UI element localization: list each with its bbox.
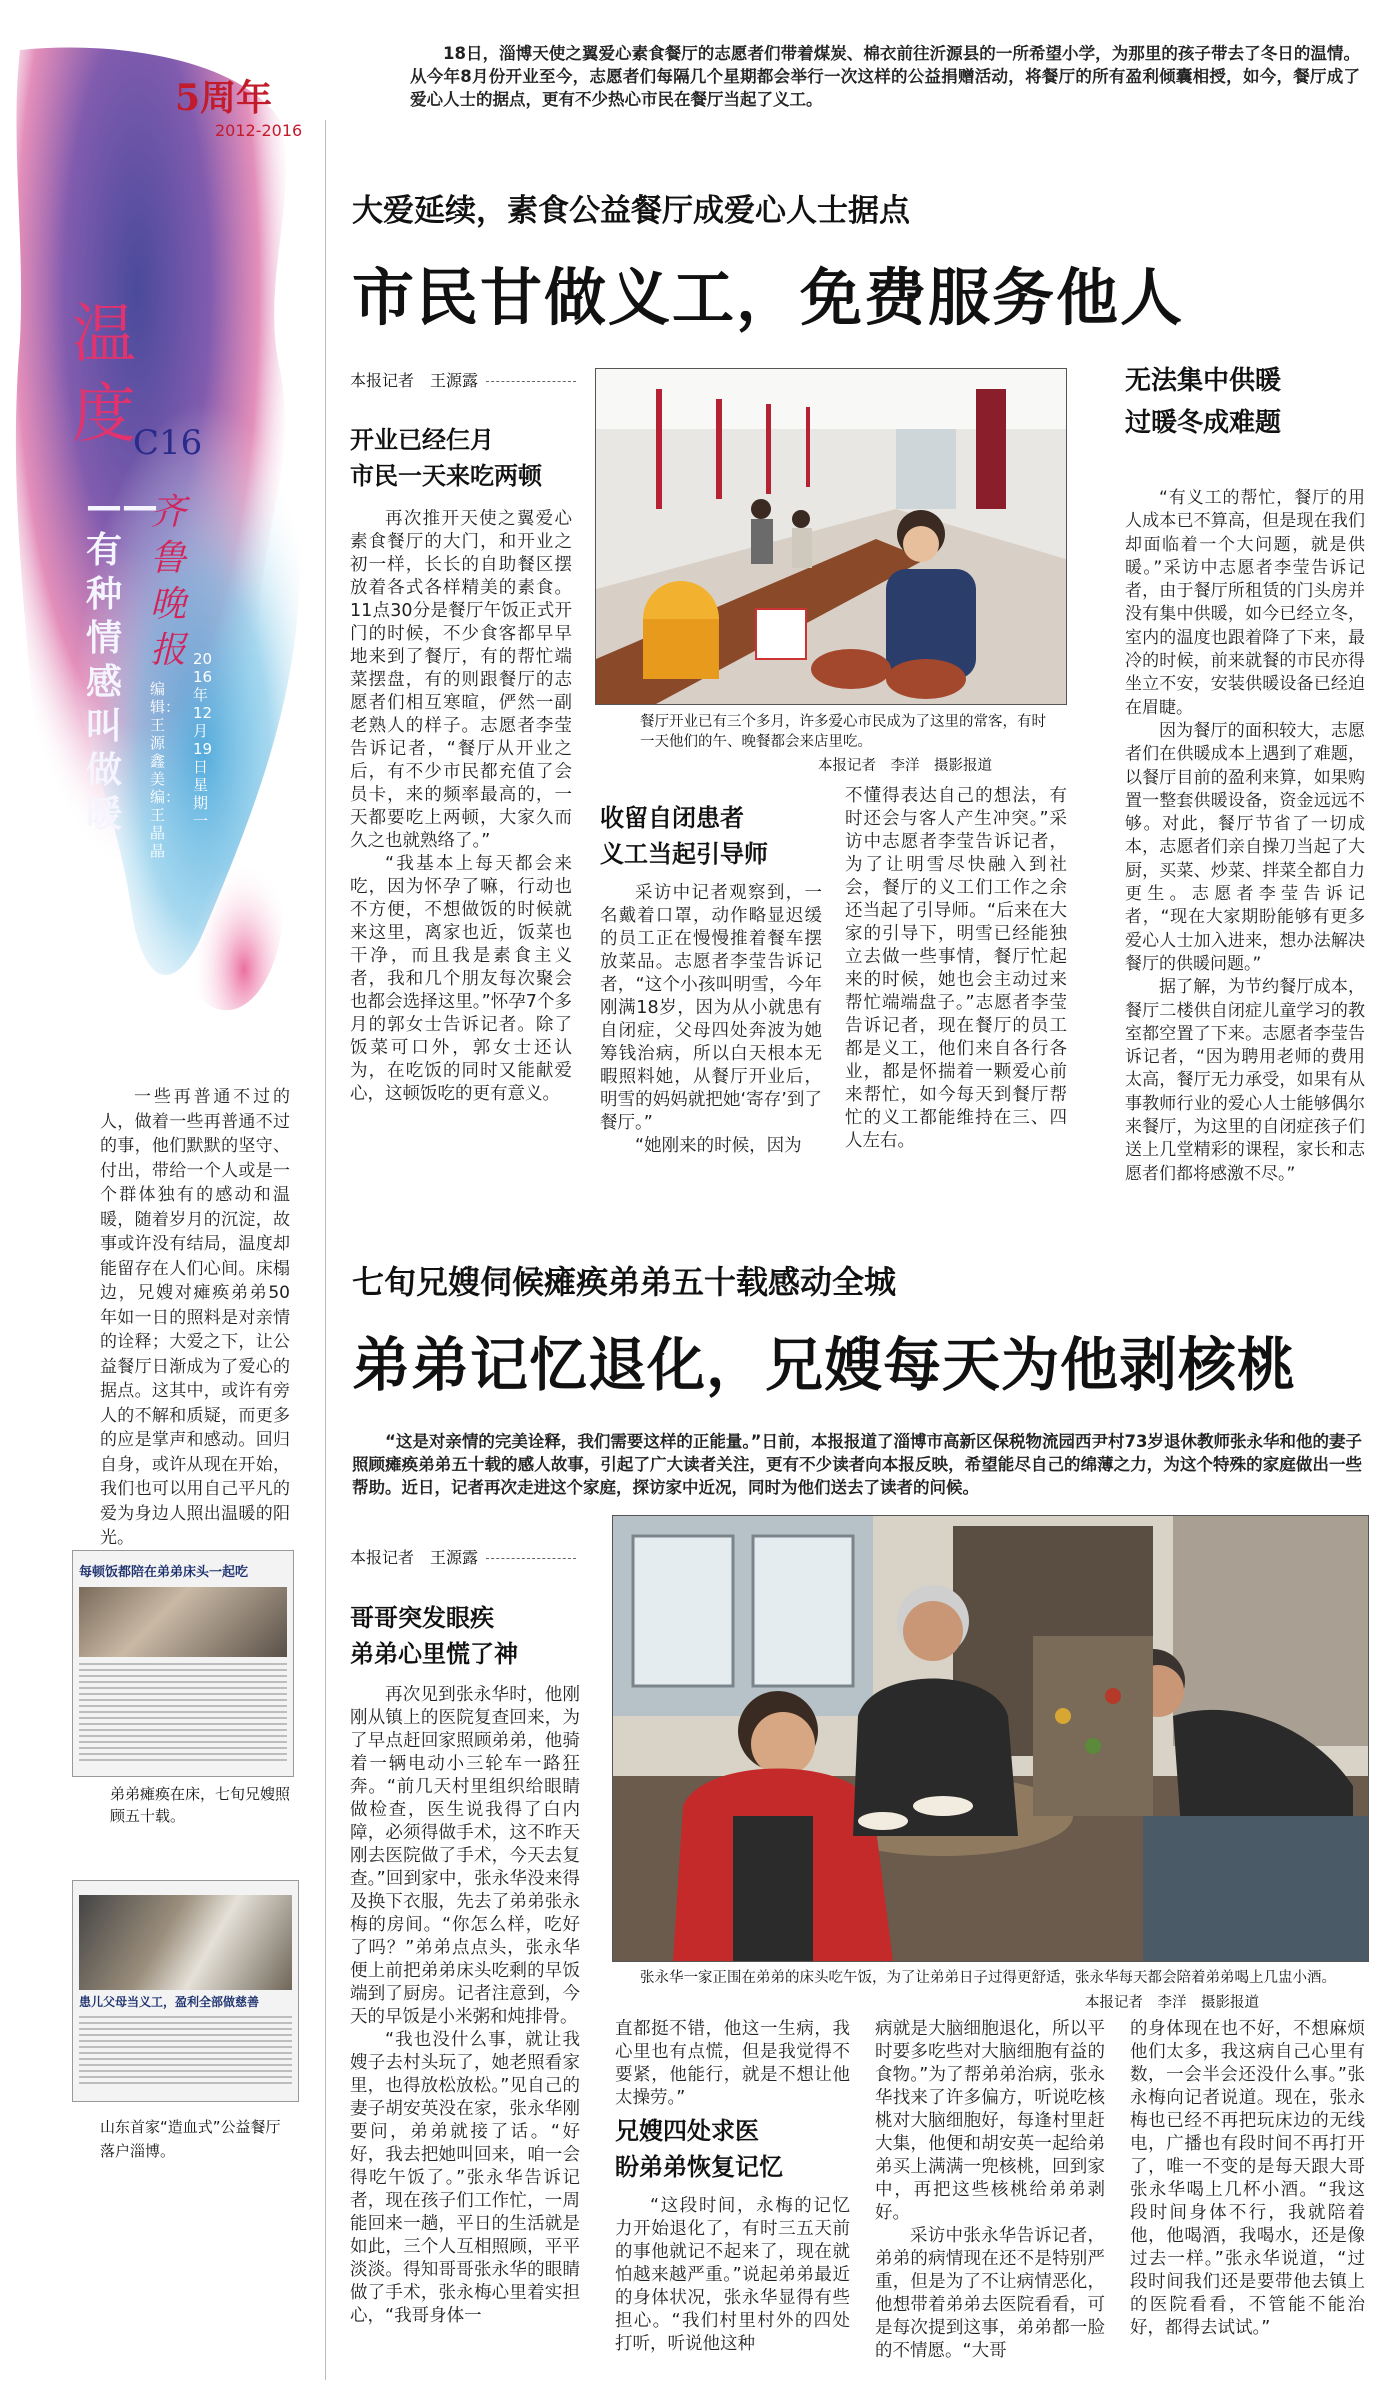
story2-col2-p2: “这段时间，永梅的记忆力开始退化了，有时三五天前的事他就记不起来了，现在就怕越来越严重。”说起弟弟最近的身体状况，张永华显得有些担心。“我们村里村外的四处打听，听说他这种 xyxy=(615,2196,850,2354)
story1-photo-credit: 本报记者 李洋 摄影报道 xyxy=(818,758,992,774)
thumb1-photo xyxy=(79,1587,287,1657)
story1-photo-caption: 餐厅开业已有三个多月，许多爱心市民成为了这里的常客，有时一天他们的午、晚餐都会来店里吃。 xyxy=(640,714,1046,750)
story2-lead-text: “这是对亲情的完美诠释，我们需要这样的正能量。”日前，本报报道了淄博市高新区保税物流园西尹村73岁退休教师张永华和他的妻子照顾瘫痪弟弟五十载的感人故事，引起了广大读者关注，更有不少读者向本报反映，希望能尽自己的绵薄之力，为这个特殊的家庭做出一些帮助。近日，记者再次走进这个家庭，探访家中近况，同时为他们送去了读者的问候。 xyxy=(352,1432,1362,1497)
thumb2-headline: 患儿父母当义工，盈利全部做慈善 xyxy=(79,1995,260,2009)
thumbnail-1[interactable] xyxy=(72,1550,294,1777)
story1-photo xyxy=(595,368,1067,705)
story1-col4-p3: 据了解，为节约餐厅成本，餐厅二楼供自闭症儿童学习的教室都空置了下来。志愿者李莹告诉记者，“因为聘用老师的费用太高，餐厅无力承受，如果有从事教师行业的爱心人士能够偶尔来餐厅，为这里的自闭症孩子们送上几堂精彩的课程，家长和志愿者们都将感激不尽。” xyxy=(1125,977,1365,1184)
story1-col1-p1: 再次推开天使之翼爱心素食餐厅的大门，和开业之初一样，长长的自助餐区摆放着各式各样精美的素食。11点30分是餐厅午饭正式开门的时候，不少食客都早早地来到了餐厅，有的帮忙端菜摆盘，有的则跟餐厅的志愿者们相互寒暄，俨然一副老熟人的样子。志愿者李莹告诉记者，“餐厅从开业之后，有不少市民都充值了会员卡，来的频率最高的，一天都要吃上两顿，大家久而久之也就熟络了。” xyxy=(350,509,572,851)
story1-col1-p2: “我基本上每天都会来吃，因为怀孕了嘛，行动也不方便，不想做饭的时候就来这里，离家也近，饭菜也干净，而且我是素食主义者，我和几个朋友每次聚会也都会选择这里。”怀孕7个多月的郭女士告诉记者。除了饭菜可口外，郭女士还认为，在吃饭的同时又能献爱心，这顿饭吃的更有意义。 xyxy=(350,854,572,1104)
story1-sub2-line2: 义工当起引导师 xyxy=(600,840,768,868)
page-code: C16 xyxy=(133,423,203,463)
story1-col2-p1: 采访中记者观察到，一名戴着口罩，动作略显迟缓的员工正在慢慢推着餐车摆放菜品。志愿者李莹告诉记者，“这个小孩叫明雪，今年刚满18岁，因为从小就患有自闭症，父母四处奔波为她筹钱治病，所以白天根本无暇照料她，从餐厅开业后，明雪的妈妈就把她‘寄存’到了餐厅。” xyxy=(600,883,822,1133)
thumb2-photo xyxy=(79,1895,292,1990)
column-divider xyxy=(325,120,326,2380)
story1-sub1-line1: 开业已经仨月 xyxy=(350,426,494,454)
story1-headline: 市民甘做义工，免费服务他人 xyxy=(352,261,1185,334)
story2-sub2 xyxy=(615,2113,850,2185)
section-char-1: 温 xyxy=(72,298,136,372)
date-line: 2016年12月19日 星期一 xyxy=(193,650,213,830)
story2-col3 xyxy=(875,2018,1105,2363)
restaurant-photo-illustration xyxy=(596,369,1066,704)
story1-sub1-line2: 市民一天来吃两顿 xyxy=(350,462,542,490)
story1-kicker: 大爱延续，素食公益餐厅成爱心人士据点 xyxy=(352,193,910,229)
story2-col2 xyxy=(615,2018,850,2110)
story2-col4 xyxy=(1130,2018,1365,2340)
story1-col2 xyxy=(600,882,822,1158)
intro-text: 一些再普通不过的人，做着一些再普通不过的事，他们默默的坚守、付出，带给一个人或是一个群体独有的感动和温暖，随着岁月的沉淀，故事或许没有结局，温度却能留存在人们心间。床榻边，兄嫂对瘫痪弟弟50年如一日的照料是对亲情的诠释；大爱之下，让公益餐厅日渐成为了爱心的据点。这其中，或许有旁人的不解和质疑，而更多的应是掌声和感动。回归自身，或许从现在开始，我们也可以用自己平凡的爱为身边人照出温暖的阳光。 xyxy=(100,1087,290,1548)
story2-photo-caption: 张永华一家正围在弟弟的床头吃午饭，为了让弟弟日子过得更舒适，张永华每天都会陪着弟弟喝上几盅小酒。 xyxy=(640,1970,1336,1986)
story2-col2-p1: 直都挺不错，他这一生病，我心里也有点慌，但是我觉得不要紧，他能行，就是不想让他太操劳。” xyxy=(615,2019,850,2108)
intro-column xyxy=(100,1085,290,1551)
story2-sub2-line2: 盼弟弟恢复记忆 xyxy=(615,2153,783,2181)
anniversary-title: 5周年 xyxy=(175,77,273,119)
story2-headline: 弟弟记忆退化，兄嫂每天为他剥核桃 xyxy=(352,1331,1297,1399)
story1-col4 xyxy=(1125,487,1365,1186)
story1-sub1 xyxy=(350,422,580,494)
anniversary-logo xyxy=(175,70,315,140)
thumb1-headline: 每顿饭都陪在弟弟床头一起吃 xyxy=(79,1565,249,1580)
story2-col2b xyxy=(615,2195,850,2356)
story2-sub1-line2: 弟弟心里慌了神 xyxy=(350,1640,518,1668)
story1-lead-text: 18日，淄博天使之翼爱心素食餐厅的志愿者们带着煤炭、棉衣前往沂源县的一所希望小学，为那里的孩子带去了冬日的温情。从今年8月份开业至今，志愿者们每隔几个星期都会举行一次这样的公益捐赠活动，将餐厅的所有盈利倾囊相授，如今，餐厅成了爱心人士的据点，更有不少热心市民在餐厅当起了义工。 xyxy=(410,44,1360,109)
story2-col1 xyxy=(350,1684,580,2328)
story2-byline: 本报记者 王源露 xyxy=(350,1545,576,1568)
section-char-2: 度 xyxy=(72,378,136,452)
story2-col4-p1: 的身体现在也不好，不想麻烦他们太多，我这病自己心里有数，一会半会还没什么事。”张永梅向记者说道。现在，张永梅也已经不再把玩床边的无线电，广播也有段时间不再打开了，唯一不变的是每天跟大哥张永华喝上几杯小酒。“我这段时间身体不行，我就陪着他，他喝酒，我喝水，还是像过去一样。”张永华说道，“过段时间我们还是要带他去镇上的医院看看，不管能不能治好，都得去试试。” xyxy=(1130,2019,1365,2338)
story1-sub3 xyxy=(1125,360,1355,444)
story1-col1 xyxy=(350,508,572,1106)
story1-lead xyxy=(410,42,1360,111)
story1-byline: 本报记者 王源露 xyxy=(350,368,576,391)
editor-line: 编辑：王源鑫 美编：王晶晶 xyxy=(150,680,181,860)
story1-sub3-line2: 过暖冬成难题 xyxy=(1125,408,1282,438)
story2-col3-p1: 病就是大脑细胞退化，所以平时要多吃些对大脑细胞有益的食物。”为了帮弟弟治病，张永华找来了许多偏方，听说吃核桃对大脑细胞好，每逢村里赶大集，他便和胡安英一起给弟弟买上满满一兜核桃，回到家中，再把这些核桃给弟弟剥好。 xyxy=(875,2019,1105,2223)
story1-col4-p1: “有义工的帮忙，餐厅的用人成本已不算高，但是现在我们却面临着一个大问题，就是供暖。”采访中志愿者李莹告诉记者，由于餐厅所租赁的门头房并没有集中供暖，如今已经立冬，室内的温度也跟着降了下来，最冷的时候，前来就餐的市民亦得坐立不安，安装供暖设备已经迫在眉睫。 xyxy=(1125,488,1365,718)
story1-sub2 xyxy=(600,800,830,872)
story2-col1-p2: “我也没什么事，就让我嫂子去村头玩了，她老照看家里，也得放松放松。”见自己的妻子胡安英没在家，张永华刚要问，弟弟就接了话。“好好，我去把她叫回来，咱一会得吃午饭了。”张永华告诉记者，现在孩子们工作忙，一周能回来一趟，平日的生活就是如此，三个人互相照顾，平平淡淡。得知哥哥张永华的眼睛做了手术，张永梅心里着实担心，“我哥身体一 xyxy=(350,2030,580,2326)
thumb2-text-lines xyxy=(79,2016,292,2086)
story2-kicker: 七旬兄嫂伺候瘫痪弟弟五十载感动全城 xyxy=(352,1263,897,1301)
story2-col1-p1: 再次见到张永华时，他刚刚从镇上的医院复查回来，为了早点赶回家照顾弟弟，他骑着一辆电动小三轮车一路狂奔。“前几天村里组织给眼睛做检查，医生说我得了白内障，必须得做手术，这不昨天刚去医院做了手术，今天去复查。”回到家中，张永华没来得及换下衣服，先去了弟弟张永梅的房间。“你怎么样，吃好了吗？”弟弟点点头，张永华便上前把弟弟床头吃剩的早饭端到了厨房。记者注意到，今天的早饭是小米粥和炖排骨。 xyxy=(350,1685,580,2027)
story1-sub3-line1: 无法集中供暖 xyxy=(1125,366,1282,396)
story2-photo xyxy=(612,1515,1369,1962)
thumb1-caption: 弟弟瘫痪在床，七旬兄嫂照顾五十载。 xyxy=(110,1785,291,1825)
story1-col2-p2: “她刚来的时候，因为 xyxy=(635,1136,802,1156)
story2-lead xyxy=(352,1430,1362,1499)
story1-col4-p2: 因为餐厅的面积较大，志愿者们在供暖成本上遇到了难题，以餐厅目前的盈利来算，如果购置一整套供暖设备，资金远远不够。对此，餐厅节省了一切成本，志愿者们亲自操刀当起了大厨，买菜、炒菜、拌菜全都自力更生。志愿者李莹告诉记者，“现在大家期盼能够有更多爱心人士加入进来，想办法解决餐厅的供暖问题。” xyxy=(1125,720,1365,974)
thumb1-text-lines xyxy=(79,1663,287,1763)
thumbnail-2[interactable] xyxy=(72,1880,299,2102)
family-photo-illustration xyxy=(613,1516,1368,1961)
story2-sub1 xyxy=(350,1600,580,1672)
section-slogan: ——有种情感叫做暖 xyxy=(86,486,158,835)
section-banner xyxy=(0,40,320,1040)
anniversary-years: 2012-2016 xyxy=(215,121,303,140)
story1-col3-p1: 不懂得表达自己的想法，有时还会与客人产生冲突。”采访中志愿者李莹告诉记者，为了让明雪尽快融入到社会，餐厅的义工们工作之余还当起了引导师。“后来在大家的引导下，明雪已经能独立去做一些事情，餐厅忙起来的时候，她也会主动过来帮忙端端盘子。”志愿者李莹告诉记者，现在餐厅的员工都是义工，他们来自各行各业，都是怀揣着一颗爱心前来帮忙，如今每天到餐厅帮忙的义工都能维持在三、四人左右。 xyxy=(845,786,1067,1151)
thumb2-caption: 山东首家“造血式”公益餐厅落户淄博。 xyxy=(100,2118,281,2160)
story2-sub1-line1: 哥哥突发眼疾 xyxy=(350,1604,494,1632)
story1-sub2-line1: 收留自闭患者 xyxy=(600,804,744,832)
story2-photo-credit: 本报记者 李洋 摄影报道 xyxy=(1085,1995,1259,2011)
paper-name: 齐鲁晚报 xyxy=(150,492,187,671)
story1-col3 xyxy=(845,785,1067,1153)
story2-col3-p2: 采访中张永华告诉记者，弟弟的病情现在还不是特别严重，但是为了不让病情恶化，他想带着弟弟去医院看看，可是每次提到这事，弟弟都一脸的不情愿。“大哥 xyxy=(875,2226,1105,2361)
story2-sub2-line1: 兄嫂四处求医 xyxy=(615,2117,759,2145)
